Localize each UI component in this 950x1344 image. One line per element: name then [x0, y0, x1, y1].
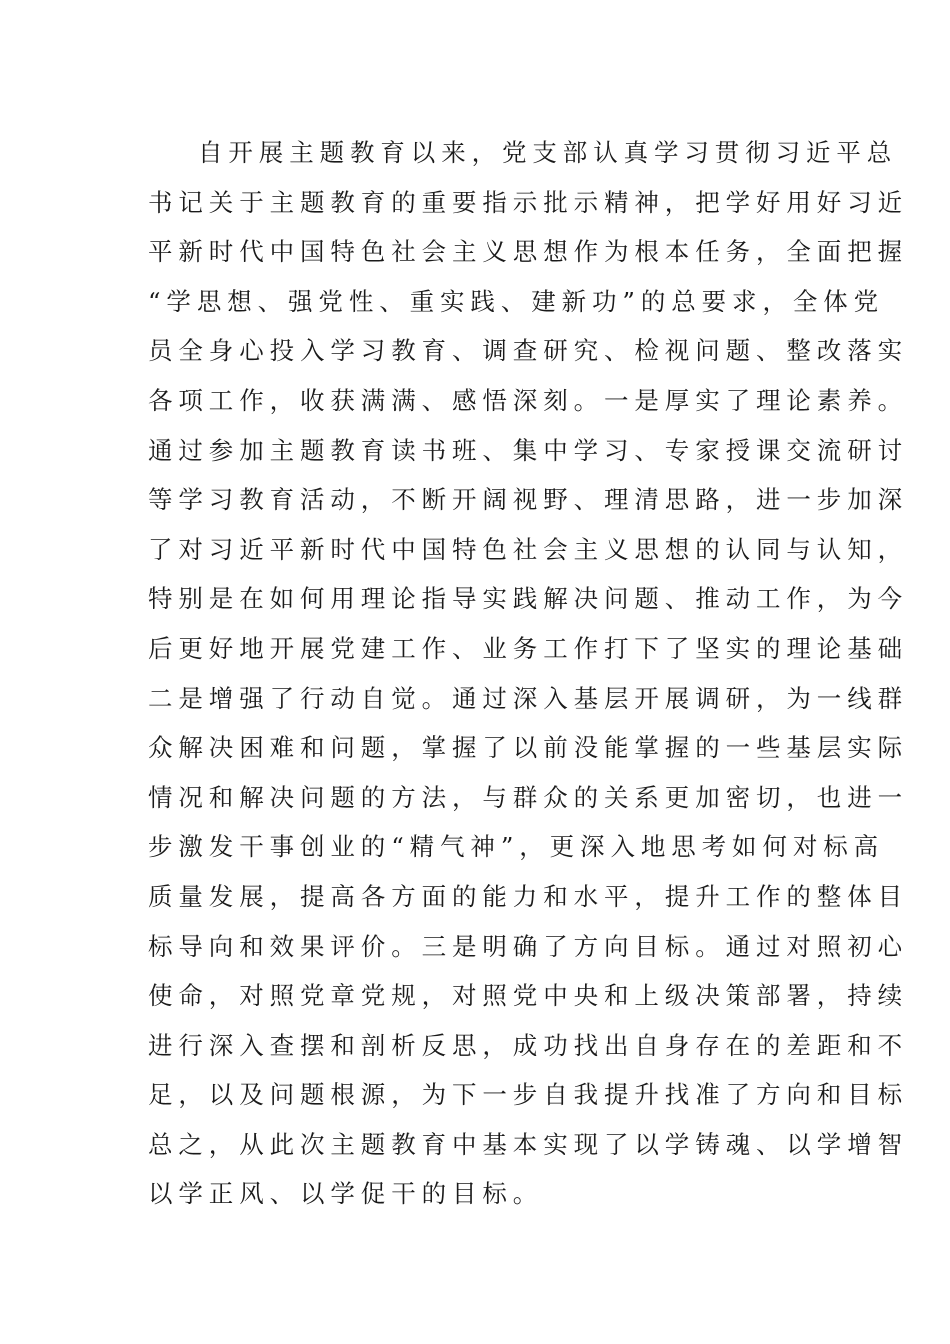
- text-line: 书记关于主题教育的重要指示批示精神，把学好用好习近: [148, 187, 908, 217]
- text-line: 后更好地开展党建工作、业务工作打下了坚实的理论基础: [148, 633, 908, 663]
- body-paragraph: [148, 128, 908, 1219]
- text-line: 自开展主题教育以来，党支部认真学习贯彻习近平总: [198, 138, 898, 167]
- text-line: 情况和解决问题的方法，与群众的关系更加密切，也进一: [148, 782, 908, 812]
- text-line: 等学习教育活动，不断开阔视野、理清思路，进一步加深: [148, 485, 908, 515]
- text-line: 各项工作，收获满满、感悟深刻。一是厚实了理论素养。: [148, 385, 908, 415]
- text-line: 标导向和效果评价。三是明确了方向目标。通过对照初心: [148, 931, 908, 961]
- text-line: 步激发干事创业的“精气神”，更深入地思考如何对标高: [148, 832, 885, 862]
- text-line: 进行深入查摆和剖析反思，成功找出自身存在的差距和不: [148, 1030, 908, 1060]
- text-line: 二是增强了行动自觉。通过深入基层开展调研，为一线群: [148, 683, 908, 713]
- text-line: 通过参加主题教育读书班、集中学习、专家授课交流研讨: [148, 435, 908, 465]
- text-line: 员全身心投入学习教育、调查研究、检视问题、整改落实: [148, 336, 908, 366]
- text-line: 了对习近平新时代中国特色社会主义思想的认同与认知，: [148, 534, 908, 564]
- text-line: 质量发展，提高各方面的能力和水平，提升工作的整体目: [148, 881, 908, 911]
- text-line: 足，以及问题根源，为下一步自我提升找准了方向和目标: [148, 1080, 908, 1110]
- text-line: 特别是在如何用理论指导实践解决问题、推动工作，为今: [148, 584, 908, 614]
- text-line: 总之，从此次主题教育中基本实现了以学铸魂、以学增智: [148, 1129, 908, 1159]
- text-line: 使命，对照党章党规，对照党中央和上级决策部署，持续: [148, 981, 908, 1011]
- text-line: 以学正风、以学促干的目标。: [148, 1179, 544, 1209]
- text-line: 平新时代中国特色社会主义思想作为根本任务，全面把握: [148, 237, 908, 267]
- text-line: “学思想、强党性、重实践、建新功”的总要求，全体党: [148, 286, 885, 316]
- text-line: 众解决困难和问题，掌握了以前没能掌握的一些基层实际: [148, 733, 908, 763]
